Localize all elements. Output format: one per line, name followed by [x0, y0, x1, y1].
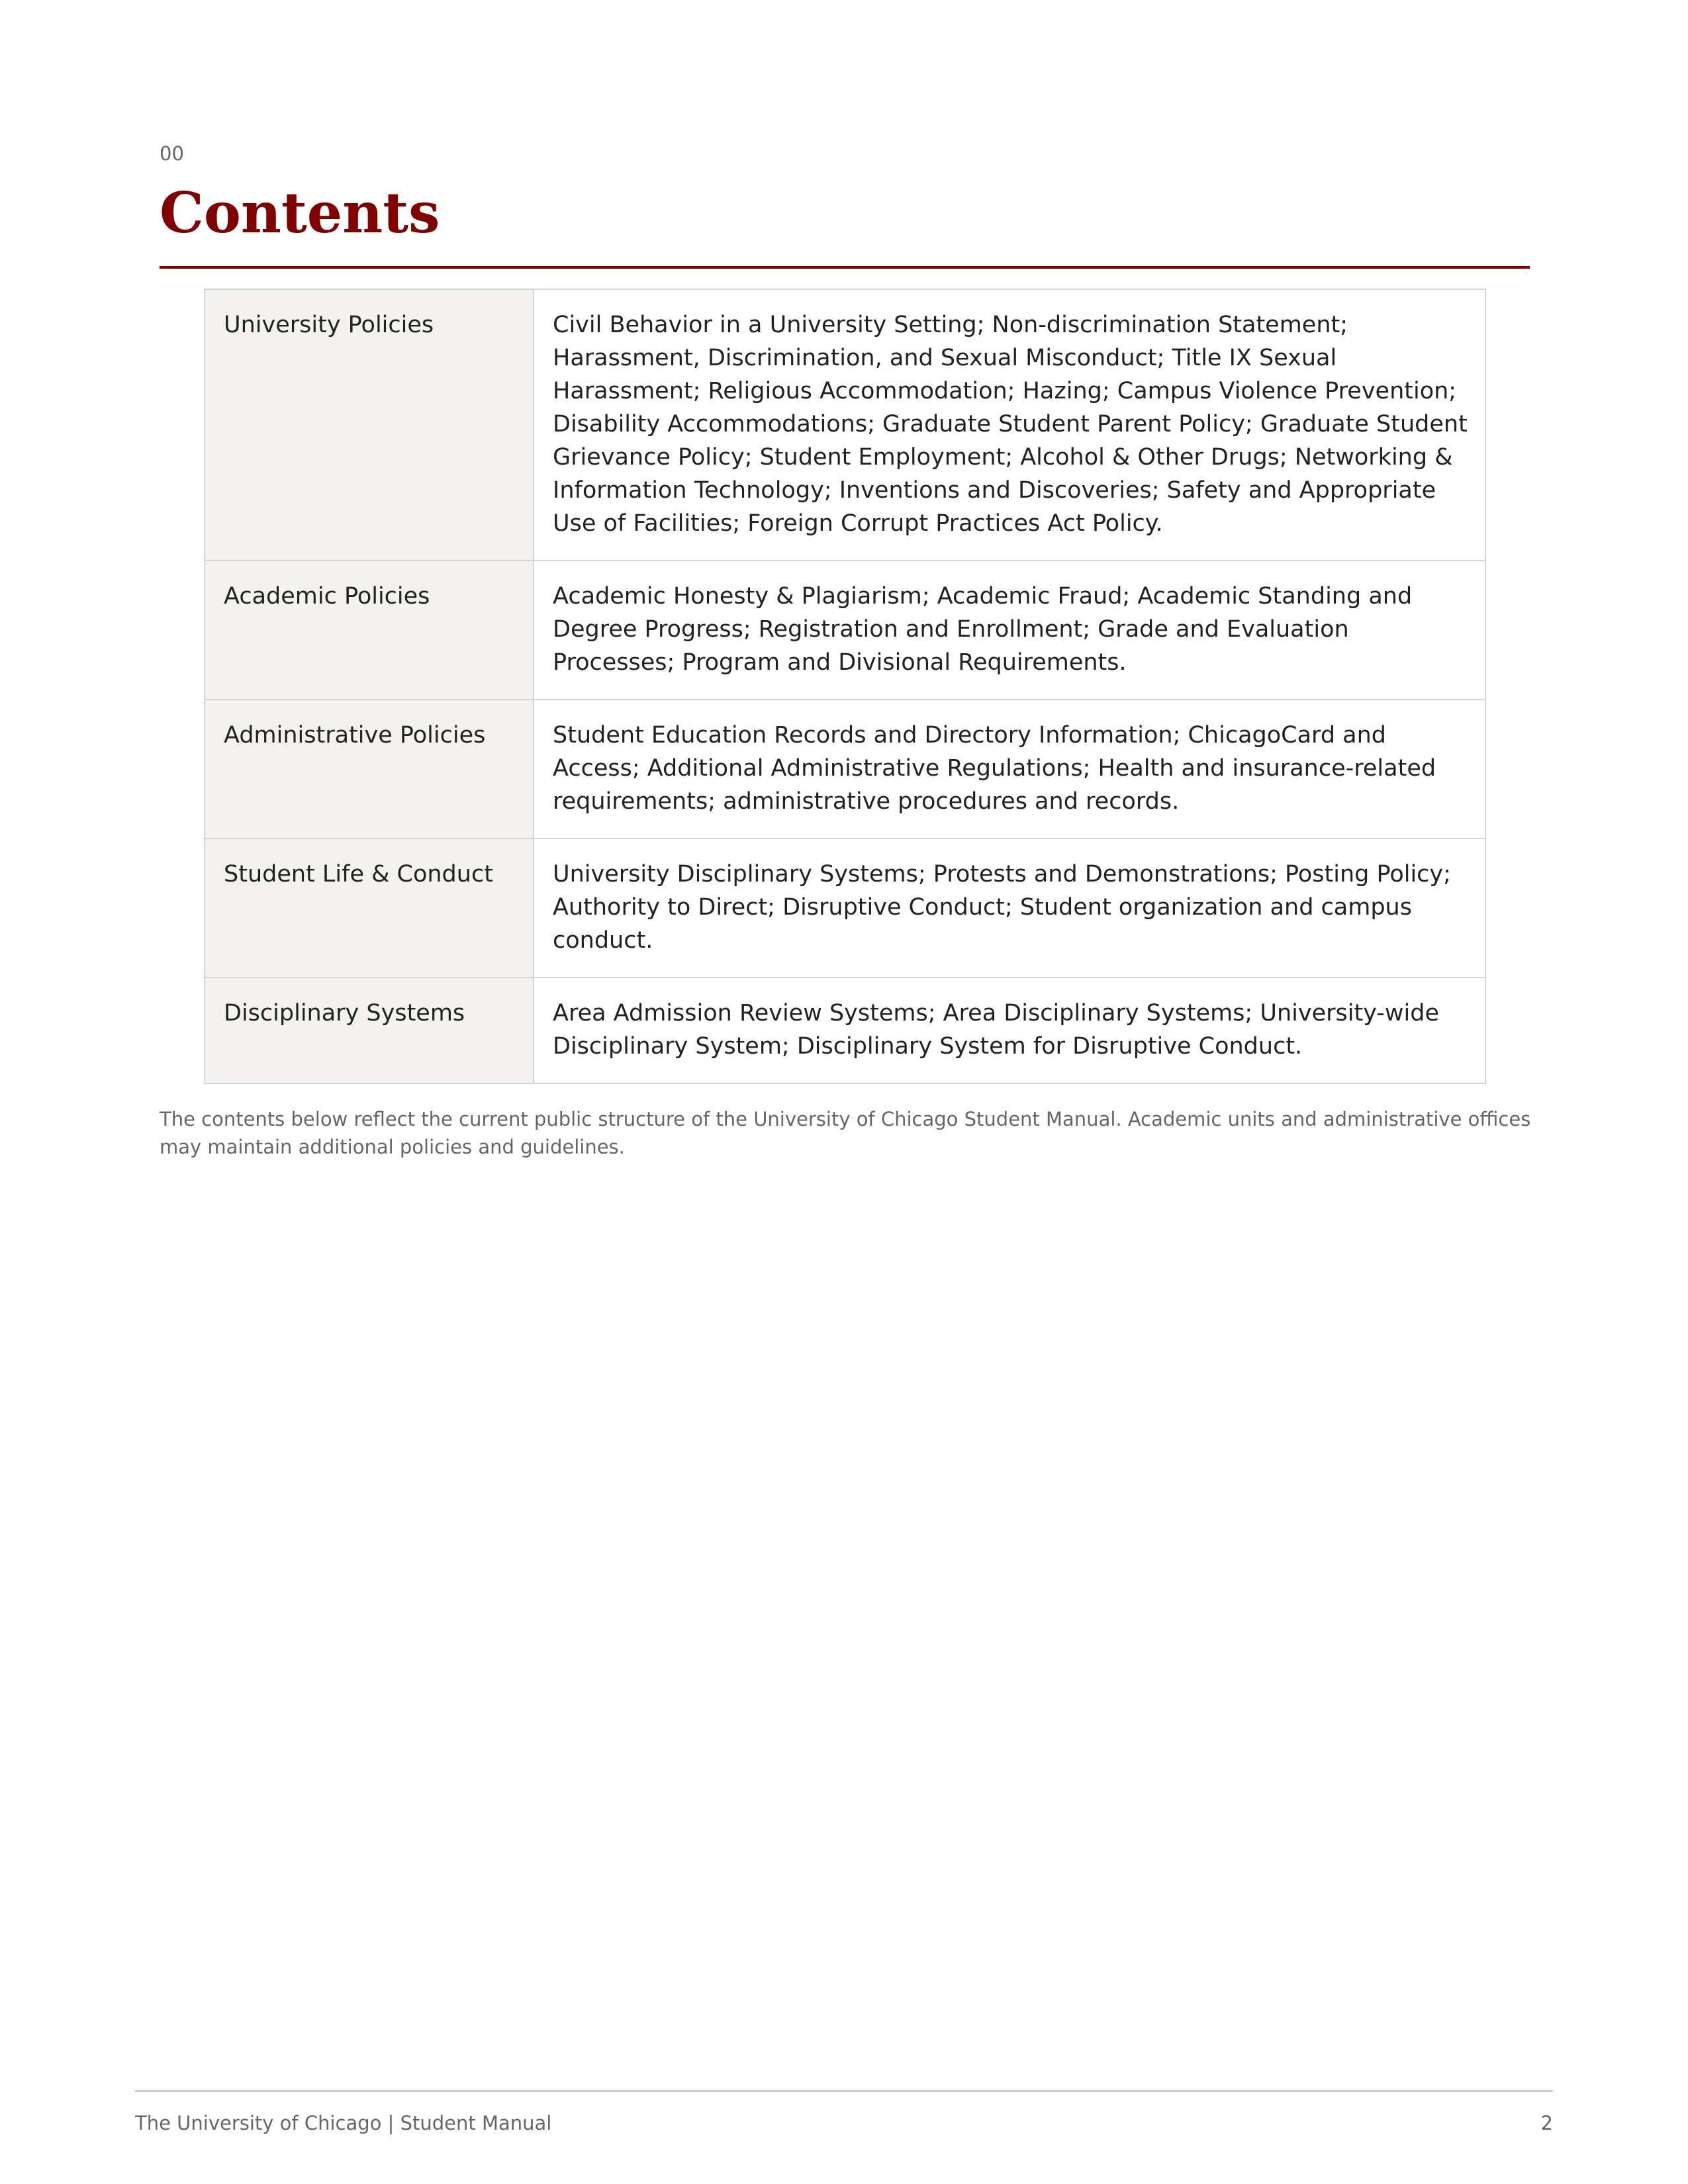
section-topics-cell: Student Education Records and Directory Information; ChicagoCard and Access; Additional Administrative Regulations; Health and insurance-related requirements; administrative procedures and records.	[534, 700, 1485, 839]
section-name-cell: Disciplinary Systems	[205, 978, 534, 1083]
page-number: 2	[1540, 2112, 1553, 2134]
contents-note: The contents below reflect the current public structure of the University of Chicago Student Manual. Academic units and administrative offices may maintain additional policies and guidelines.	[160, 1108, 1531, 1158]
section-name-cell: University Policies	[205, 289, 534, 561]
section-topics-cell: Civil Behavior in a University Setting; Non-discrimination Statement; Harassment, Discrimination, and Sexual Misconduct; Title IX Sexual Harassment; Religious Accommodation; Hazing; Campus Violence Prevention; Disability Accommodations; Graduate Student Parent Policy; Graduate Student Grievance Policy; Student Employment; Alcohol & Other Drugs; Networking & Information Technology; Inventions and Discoveries; Safety and Appropriate Use of Facilities; Foreign Corrupt Practices Act Policy.	[534, 289, 1485, 561]
table-row	[205, 700, 1485, 839]
footer-publication-title: The University of Chicago | Student Manual	[135, 2112, 552, 2134]
table-row	[205, 978, 1485, 1083]
contents-table	[204, 289, 1486, 1084]
table-row	[205, 561, 1485, 700]
section-name-cell: Administrative Policies	[205, 700, 534, 839]
section-topics-cell: Academic Honesty & Plagiarism; Academic Fraud; Academic Standing and Degree Progress; Registration and Enrollment; Grade and Evaluation Processes; Program and Divisional Requirements.	[534, 561, 1485, 700]
table-row	[205, 289, 1485, 561]
page-title: Contents	[160, 180, 440, 246]
section-name-cell: Academic Policies	[205, 561, 534, 700]
section-name-cell: Student Life & Conduct	[205, 839, 534, 978]
footer-divider	[135, 2090, 1553, 2092]
section-topics-cell: Area Admission Review Systems; Area Disciplinary Systems; University-wide Disciplinary System; Disciplinary System for Disruptive Conduct.	[534, 978, 1485, 1083]
title-divider	[160, 266, 1530, 269]
section-topics-cell: University Disciplinary Systems; Protests and Demonstrations; Posting Policy; Authority to Direct; Disruptive Conduct; Student organization and campus conduct.	[534, 839, 1485, 978]
section-number: 00	[160, 142, 184, 165]
table-row	[205, 839, 1485, 978]
